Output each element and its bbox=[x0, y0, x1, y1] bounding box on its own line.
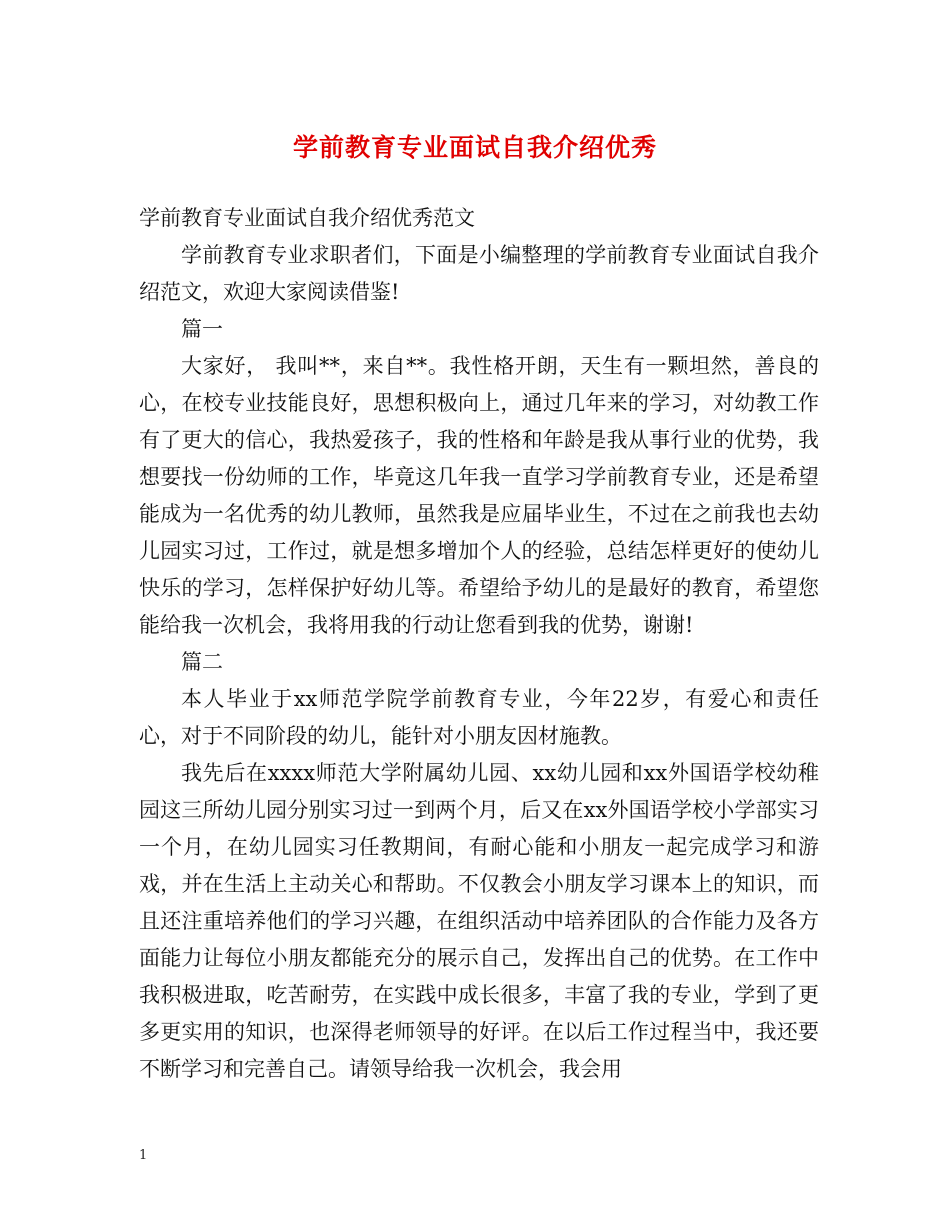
document-body bbox=[139, 200, 819, 1088]
section-2-paragraph-2: 我先后在xxxx师范大学附属幼儿园、xx幼儿园和xx外国语学校幼稚园这三所幼儿园分别实习过一到两个月，后又在xx外国语学校小学部实习一个月，在幼儿园实习任教期间，有耐心能和小朋友一起完成学习和游戏，并在生活上主动关心和帮助。不仅教会小朋友学习课本上的知识，而且还注重培养他们的学习兴趣，在组织活动中培养团队的合作能力及各方面能力让每位小朋友都能充分的展示自己，发挥出自己的优势。在工作中我积极进取，吃苦耐劳，在实践中成长很多，丰富了我的专业，学到了更多更实用的知识，也深得老师领导的好评。在以后工作过程当中，我还要不断学习和完善自己。请领导给我一次机会，我会用 bbox=[139, 761, 819, 1081]
document-title: 学前教育专业面试自我介绍优秀 bbox=[292, 133, 657, 162]
section-heading-2: 篇二 bbox=[181, 650, 223, 674]
section-heading-1: 篇一 bbox=[181, 317, 223, 341]
intro-paragraph: 学前教育专业求职者们，下面是小编整理的学前教育专业面试自我介绍范文，欢迎大家阅读借鉴! bbox=[139, 243, 819, 304]
section-2-paragraph-1: 本人毕业于xx师范学院学前教育专业，今年22岁，有爱心和责任心，对于不同阶段的幼儿，能针对小朋友因材施教。 bbox=[139, 687, 819, 748]
section-1-paragraph: 大家好， 我叫**，来自**。我性格开朗，天生有一颗坦然，善良的心，在校专业技能良好，思想积极向上，通过几年来的学习，对幼教工作有了更大的信心，我热爱孩子，我的性格和年龄是我从事行业的优势，我想要找一份幼师的工作，毕竟这几年我一直学习学前教育专业，还是希望能成为一名优秀的幼儿教师，虽然我是应届毕业生，不过在之前我也去幼儿园实习过，工作过，就是想多增加个人的经验，总结怎样更好的使幼儿快乐的学习，怎样保护好幼儿等。希望给予幼儿的是最好的教育，希望您能给我一次机会，我将用我的行动让您看到我的优势，谢谢! bbox=[139, 354, 819, 637]
document-subtitle: 学前教育专业面试自我介绍优秀范文 bbox=[139, 206, 475, 230]
page-number: 1 bbox=[139, 1148, 148, 1163]
